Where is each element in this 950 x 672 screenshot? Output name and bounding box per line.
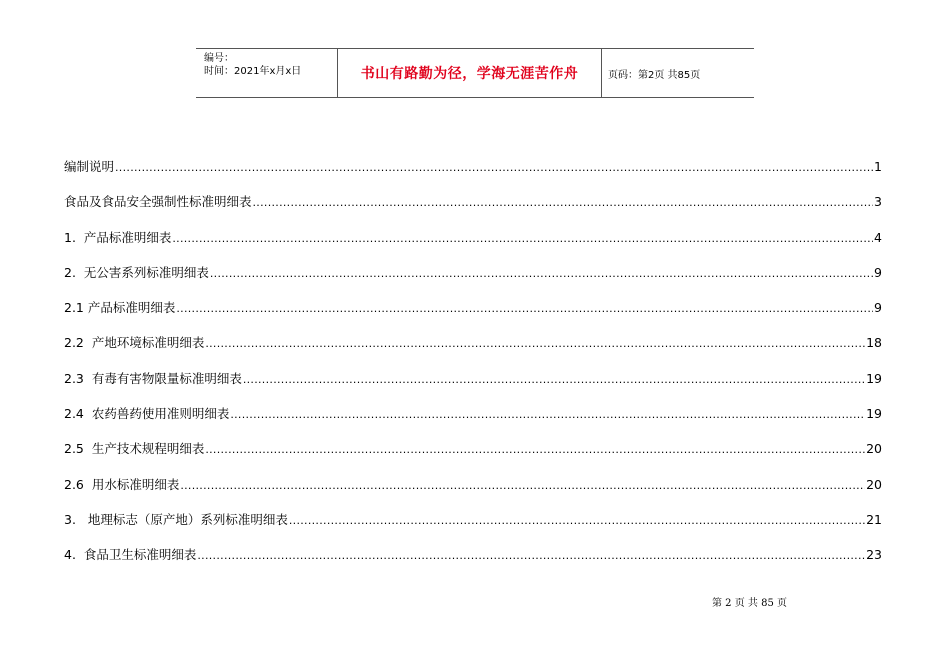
toc-dot-leader — [210, 265, 873, 280]
toc-dot-leader — [243, 371, 865, 386]
toc-dot-leader — [230, 406, 865, 421]
toc-entry[interactable] — [64, 404, 882, 439]
toc-entry-title: 2.5 生产技术规程明细表 — [64, 441, 205, 457]
toc-entry-page: 9 — [874, 264, 882, 280]
toc-entry[interactable] — [64, 510, 882, 545]
table-of-contents — [64, 157, 882, 581]
toc-entry[interactable] — [64, 439, 882, 474]
toc-entry-title: 2.4 农药兽药使用准则明细表 — [64, 406, 230, 422]
toc-entry-page: 19 — [866, 406, 882, 422]
toc-dot-leader — [205, 441, 865, 456]
toc-entry[interactable] — [64, 228, 882, 263]
toc-entry-page: 21 — [866, 511, 882, 527]
toc-entry[interactable] — [64, 263, 882, 298]
toc-entry-title: 2.2 产地环境标准明细表 — [64, 335, 205, 351]
toc-dot-leader — [205, 335, 865, 350]
toc-entry[interactable] — [64, 298, 882, 333]
toc-entry[interactable] — [64, 333, 882, 368]
toc-entry-title: 2. 无公害系列标准明细表 — [64, 264, 209, 280]
toc-dot-leader — [115, 159, 873, 174]
page-header — [196, 48, 754, 98]
toc-entry-page: 19 — [866, 370, 882, 386]
toc-entry-page: 1 — [874, 159, 882, 174]
toc-entry-page: 23 — [866, 547, 882, 563]
toc-entry-title: 4. 食品卫生标准明细表 — [64, 547, 197, 563]
toc-dot-leader — [172, 230, 873, 245]
toc-entry-title: 食品及食品安全强制性标准明细表 — [64, 194, 252, 210]
time-label: 时间：2021年x月x日 — [204, 66, 302, 77]
toc-entry-title: 编制说明 — [64, 159, 115, 174]
toc-entry[interactable] — [64, 475, 882, 510]
number-label: 编号： — [204, 53, 234, 64]
toc-entry-title: 2.1 产品标准明细表 — [64, 300, 176, 316]
toc-entry[interactable] — [64, 192, 882, 227]
header-meta-cell — [196, 49, 338, 97]
toc-entry-title: 1. 产品标准明细表 — [64, 229, 172, 245]
header-motto: 书山有路勤为径，学海无涯苦作舟 — [360, 66, 579, 82]
toc-entry-page: 9 — [874, 300, 882, 316]
page-footer: 第 2 页 共 85 页 — [712, 598, 787, 609]
toc-dot-leader — [180, 477, 865, 492]
toc-entry-title: 2.6 用水标准明细表 — [64, 476, 180, 492]
toc-entry[interactable] — [64, 369, 882, 404]
toc-entry-page: 20 — [866, 441, 882, 457]
toc-entry-title: 2.3 有毒有害物限量标准明细表 — [64, 370, 242, 386]
toc-dot-leader — [176, 300, 873, 315]
toc-dot-leader — [253, 194, 874, 209]
toc-entry-title: 3. 地理标志（原产地）系列标准明细表 — [64, 511, 288, 527]
toc-dot-leader — [197, 547, 865, 562]
toc-entry-page: 20 — [866, 476, 882, 492]
toc-entry[interactable] — [64, 157, 882, 192]
toc-dot-leader — [289, 512, 865, 527]
header-motto-cell — [338, 49, 602, 97]
toc-entry[interactable] — [64, 545, 882, 580]
header-page-label: 页码：第2页 共85页 — [608, 69, 701, 81]
toc-entry-page: 3 — [874, 194, 882, 210]
header-page-cell — [602, 49, 754, 97]
toc-entry-page: 18 — [866, 335, 882, 351]
toc-entry-page: 4 — [874, 229, 882, 245]
